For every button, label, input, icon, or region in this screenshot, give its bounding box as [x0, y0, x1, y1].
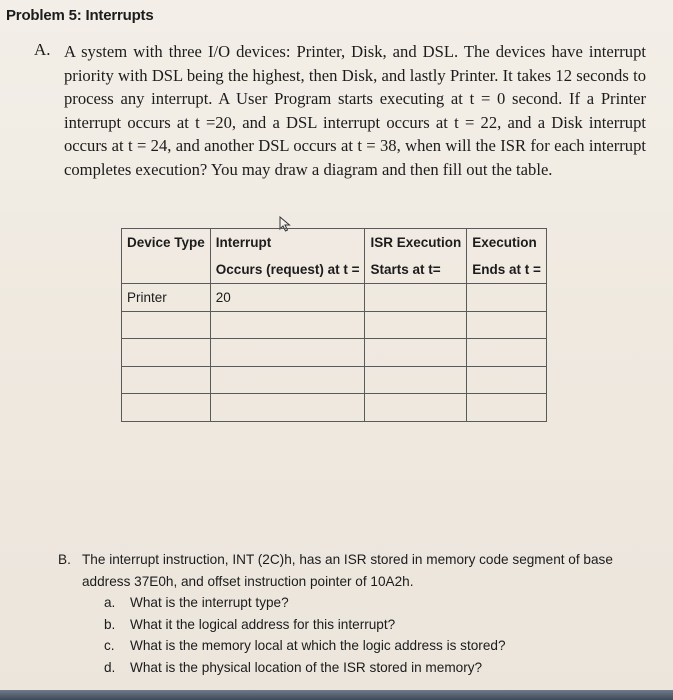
- part-b-questions: [104, 592, 658, 678]
- list-item: [104, 592, 658, 614]
- part-a-text: A system with three I/O devices: Printer, Disk, and DSL. The devices have interrupt priority with DSL being the highest, then Disk, and lastly Printer. It takes 12 seconds to process any interrupt. A User Program starts executing at t = 0 second. If a Printer interrupt occurs at t =20, and a DSL interrupt occurs at t = 22, and a Disk interrupt occurs at t = 24, and another DSL occurs at t = 38, when will the ISR for each interrupt completes execution? You may draw a diagram and then fill out the table.: [64, 42, 646, 179]
- bottom-edge: [0, 690, 673, 700]
- header-cell: Ends at t =: [467, 256, 547, 284]
- header-cell: Starts at t=: [365, 256, 467, 284]
- table-cell[interactable]: Printer: [122, 284, 211, 312]
- question-text: What is the physical location of the ISR stored in memory?: [130, 659, 483, 675]
- list-marker: c.: [104, 638, 115, 653]
- part-b-intro: The interrupt instruction, INT (2C)h, has an ISR stored in memory code segment of base address 37E0h, and offset instruction pointer of 10A2h.: [82, 552, 613, 589]
- table-cell[interactable]: 20: [210, 284, 365, 312]
- table-cell[interactable]: [122, 366, 211, 394]
- table-cell[interactable]: [365, 339, 467, 367]
- table-cell[interactable]: [467, 366, 547, 394]
- table-cell[interactable]: [467, 284, 547, 312]
- header-cell: Execution: [467, 229, 547, 257]
- table-cell[interactable]: [365, 311, 467, 339]
- question-text: What is the interrupt type?: [130, 595, 289, 610]
- table-header-row: [122, 256, 547, 284]
- table-cell[interactable]: [210, 311, 365, 339]
- question-text: What it the logical address for this interrupt?: [130, 616, 396, 632]
- table-row: [122, 339, 547, 367]
- part-b: [58, 549, 658, 678]
- table-row: [122, 311, 547, 339]
- list-item: [104, 614, 658, 636]
- table-cell[interactable]: [467, 311, 547, 339]
- header-cell: Interrupt: [210, 229, 365, 257]
- table-header-row: [122, 229, 547, 257]
- part-a: [34, 40, 646, 181]
- table-cell[interactable]: [210, 339, 365, 367]
- header-cell: Device Type: [122, 229, 211, 257]
- table-row: [122, 284, 547, 312]
- table-cell[interactable]: [365, 394, 467, 422]
- part-b-label: B.: [58, 552, 71, 567]
- table-cell[interactable]: [365, 284, 467, 312]
- list-marker: a.: [104, 595, 116, 610]
- header-cell: Occurs (request) at t =: [210, 256, 365, 284]
- table-cell[interactable]: [122, 394, 211, 422]
- table-row: [122, 366, 547, 394]
- list-item: [104, 635, 658, 657]
- list-marker: b.: [104, 616, 116, 632]
- part-a-label: A.: [34, 40, 51, 59]
- table-cell[interactable]: [467, 339, 547, 367]
- list-marker: d.: [104, 659, 116, 675]
- table-cell[interactable]: [122, 339, 211, 367]
- list-item: [104, 657, 658, 679]
- table-cell[interactable]: [467, 394, 547, 422]
- header-cell: [122, 256, 211, 284]
- table-cell[interactable]: [210, 366, 365, 394]
- problem-heading: Problem 5: Interrupts: [6, 7, 154, 24]
- table-cell[interactable]: [210, 394, 365, 422]
- header-cell: ISR Execution: [365, 229, 467, 257]
- table-row: [122, 394, 547, 422]
- table-cell[interactable]: [365, 366, 467, 394]
- table-cell[interactable]: [122, 311, 211, 339]
- isr-table: [121, 228, 547, 422]
- question-text: What is the memory local at which the logic address is stored?: [130, 638, 506, 653]
